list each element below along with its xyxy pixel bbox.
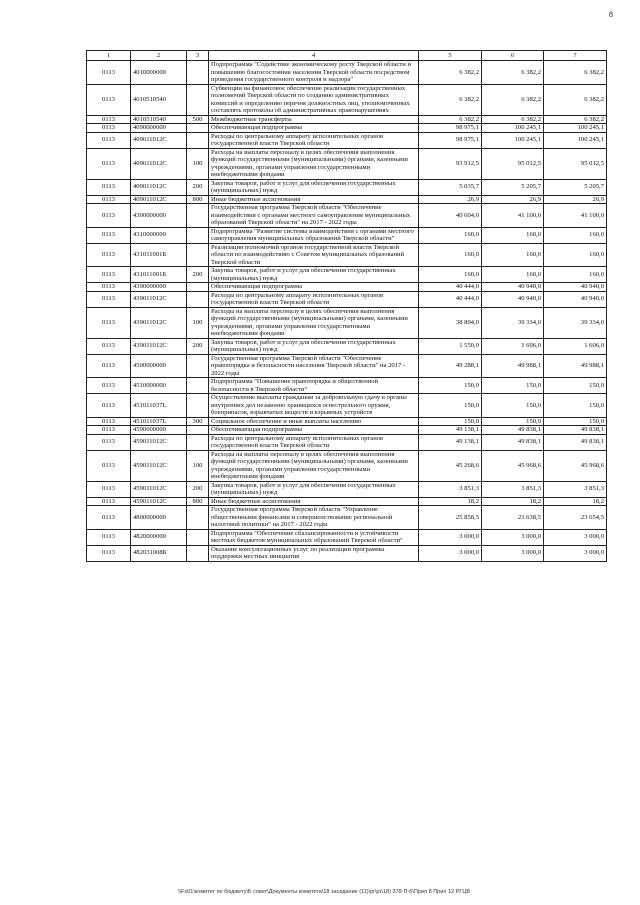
amount-col-7-cell: 49 988,1 [544,354,607,378]
amount-col-5-cell: 6 382,2 [419,61,482,85]
amount-col-6-cell: 3 000,0 [482,545,544,561]
amount-col-6-cell: 40 940,0 [482,291,544,307]
item-name-cell: Расходы по центральному аппарату исполнительных органов государственной власти Тверской области [209,132,419,148]
amount-col-7-cell: 3 851,3 [544,481,607,497]
expense-type-code-cell: 100 [187,148,209,179]
item-name-cell: Государственная программа Тверской области "Обеспечение взаимодействия с органами местного самоуправления муниципальных образований Тверской области" на 2017 - 2022 годы [209,204,419,228]
amount-col-5-cell: 6 382,2 [419,84,482,115]
target-item-code-cell: 4800000000 [131,506,187,530]
expense-type-code-cell [187,506,209,530]
item-name-cell: Подпрограмма "Обеспечение сбалансированности и устойчивости местных бюджетов муниципальных образований Тверской области" [209,529,419,545]
target-item-code-cell: 4390000000 [131,283,187,292]
amount-col-5-cell: 5 035,7 [419,179,482,195]
amount-col-5-cell: 45 268,6 [419,450,482,481]
table-row [87,394,607,418]
target-item-code-cell: 4010000000 [131,61,187,85]
expense-type-code-cell [187,378,209,394]
amount-col-5-cell: 40 444,0 [419,283,482,292]
section-code-cell: 0113 [87,450,131,481]
expense-type-code-cell [187,426,209,435]
amount-col-5-cell: 1 550,0 [419,338,482,354]
expense-type-code-cell [187,545,209,561]
amount-col-6-cell: 26,9 [482,195,544,204]
amount-col-6-cell: 49 988,1 [482,354,544,378]
amount-col-5-cell: 150,0 [419,378,482,394]
item-name-cell: Межбюджетные трансферты [209,115,419,124]
target-item-code-cell: 439011012C [131,307,187,338]
amount-col-6-cell: 3 851,3 [482,481,544,497]
amount-col-7-cell: 150,0 [544,417,607,426]
header-col-4: 4 [209,51,419,61]
amount-col-6-cell: 23 638,5 [482,506,544,530]
amount-col-6-cell: 49 838,1 [482,434,544,450]
amount-col-5-cell: 150,0 [419,417,482,426]
page-marker: 8 [609,10,613,19]
table-row [87,434,607,450]
header-col-7: 7 [544,51,607,61]
item-name-cell: Иные бюджетные ассигнования [209,497,419,506]
amount-col-6-cell: 49 838,1 [482,426,544,435]
section-code-cell: 0113 [87,426,131,435]
section-code-cell: 0113 [87,148,131,179]
amount-col-7-cell: 18,2 [544,497,607,506]
target-item-code-cell: 409011012C [131,195,187,204]
target-item-code-cell: 459011012C [131,481,187,497]
target-item-code-cell: 4010510540 [131,84,187,115]
target-item-code-cell: 459011012C [131,434,187,450]
target-item-code-cell: 4590000000 [131,426,187,435]
amount-col-5-cell: 40 604,0 [419,204,482,228]
header-col-2: 2 [131,51,187,61]
amount-col-5-cell: 93 912,5 [419,148,482,179]
amount-col-7-cell: 45 968,6 [544,450,607,481]
budget-table [86,50,607,562]
amount-col-5-cell: 3 851,3 [419,481,482,497]
table-row [87,243,607,267]
table-row [87,497,607,506]
target-item-code-cell: 4010510540 [131,115,187,124]
amount-col-5-cell: 160,0 [419,267,482,283]
section-code-cell: 0113 [87,115,131,124]
amount-col-5-cell: 98 975,1 [419,124,482,133]
section-code-cell: 0113 [87,227,131,243]
amount-col-6-cell: 150,0 [482,417,544,426]
expense-type-code-cell [187,283,209,292]
amount-col-6-cell: 95 012,5 [482,148,544,179]
table-row [87,148,607,179]
amount-col-7-cell: 41 100,0 [544,204,607,228]
item-name-cell: Расходы по центральному аппарату исполнительных органов государственной власти Тверской области [209,291,419,307]
item-name-cell: Обеспечивающая подпрограмма [209,283,419,292]
item-name-cell: Расходы по центральному аппарату исполнительных органов государственной власти Тверской области [209,434,419,450]
amount-col-7-cell: 95 012,5 [544,148,607,179]
amount-col-5-cell: 160,0 [419,243,482,267]
expense-type-code-cell [187,124,209,133]
header-col-6: 6 [482,51,544,61]
item-name-cell: Социальное обеспечение и иные выплаты населению [209,417,419,426]
table-row [87,506,607,530]
table-row [87,291,607,307]
item-name-cell: Оказание консультационных услуг по реализации программы поддержки местных инициатив [209,545,419,561]
amount-col-7-cell: 23 654,5 [544,506,607,530]
table-row [87,378,607,394]
table-body [87,61,607,562]
amount-col-6-cell: 6 382,2 [482,61,544,85]
table-row [87,124,607,133]
section-code-cell: 0113 [87,179,131,195]
table-row [87,115,607,124]
section-code-cell: 0113 [87,291,131,307]
item-name-cell: Закупка товаров, работ и услуг для обеспечения государственных (муниципальных) нужд [209,179,419,195]
amount-col-7-cell: 39 334,0 [544,307,607,338]
expense-type-code-cell [187,243,209,267]
section-code-cell: 0113 [87,61,131,85]
expense-type-code-cell: 100 [187,450,209,481]
item-name-cell: Иные бюджетные ассигнования [209,195,419,204]
section-code-cell: 0113 [87,481,131,497]
section-code-cell: 0113 [87,132,131,148]
table-row [87,354,607,378]
target-item-code-cell: 4500000000 [131,354,187,378]
amount-col-5-cell: 18,2 [419,497,482,506]
table-row [87,227,607,243]
table-row [87,132,607,148]
amount-col-6-cell: 18,2 [482,497,544,506]
table-row [87,417,607,426]
expense-type-code-cell: 200 [187,267,209,283]
expense-type-code-cell [187,61,209,85]
target-item-code-cell: 4300000000 [131,204,187,228]
expense-type-code-cell: 300 [187,417,209,426]
item-name-cell: Расходы на выплаты персоналу в целях обеспечения выполнения функций государственными (муниципальными) органами, казенными учреждениями, органами управления государственными внебюджетными фондами [209,307,419,338]
section-code-cell: 0113 [87,545,131,561]
amount-col-5-cell: 38 894,0 [419,307,482,338]
target-item-code-cell: 409011012C [131,148,187,179]
amount-col-6-cell: 40 940,0 [482,283,544,292]
amount-col-6-cell: 1 606,0 [482,338,544,354]
amount-col-7-cell: 40 940,0 [544,291,607,307]
table-row [87,426,607,435]
target-item-code-cell: 431011001Б [131,243,187,267]
header-col-5: 5 [419,51,482,61]
amount-col-6-cell: 39 334,0 [482,307,544,338]
amount-col-6-cell: 150,0 [482,378,544,394]
table-row [87,450,607,481]
table-header-row [87,51,607,61]
item-name-cell: Обеспечивающая подпрограмма [209,124,419,133]
target-item-code-cell: 459011012C [131,497,187,506]
section-code-cell: 0113 [87,124,131,133]
amount-col-6-cell: 3 000,0 [482,529,544,545]
amount-col-7-cell: 150,0 [544,394,607,418]
amount-col-6-cell: 100 245,1 [482,124,544,133]
amount-col-7-cell: 3 000,0 [544,529,607,545]
section-code-cell: 0113 [87,506,131,530]
item-name-cell: Расходы на выплаты персоналу в целях обеспечения выполнения функций государственными (муниципальными) органами, казенными учреждениями, органами управления государственными внебюджетными фондами [209,148,419,179]
section-code-cell: 0113 [87,204,131,228]
amount-col-6-cell: 6 382,2 [482,115,544,124]
table-row [87,307,607,338]
target-item-code-cell: 409011012C [131,132,187,148]
table-row [87,545,607,561]
expense-type-code-cell [187,204,209,228]
amount-col-5-cell: 40 444,0 [419,291,482,307]
amount-col-6-cell: 45 968,6 [482,450,544,481]
item-name-cell: Подпрограмма "Повышение правопорядка и общественной безопасности в Тверской области" [209,378,419,394]
amount-col-5-cell: 6 382,2 [419,115,482,124]
section-code-cell: 0113 [87,378,131,394]
section-code-cell: 0113 [87,84,131,115]
table-row [87,481,607,497]
section-code-cell: 0113 [87,394,131,418]
amount-col-7-cell: 150,0 [544,378,607,394]
expense-type-code-cell: 100 [187,307,209,338]
amount-col-5-cell: 26,9 [419,195,482,204]
header-col-1: 1 [87,51,131,61]
target-item-code-cell: 4310000000 [131,227,187,243]
amount-col-6-cell: 100 245,1 [482,132,544,148]
expense-type-code-cell [187,84,209,115]
amount-col-7-cell: 1 606,0 [544,338,607,354]
table-row [87,338,607,354]
section-code-cell: 0113 [87,195,131,204]
item-name-cell: Закупка товаров, работ и услуг для обеспечения государственных (муниципальных) нужд [209,267,419,283]
footer-file-path: \\Fs01\комитет по бюджету\Б совет\Документы комитета\18 заседание (11)\pr\pr\18) 378-П-6\Прил 8 Прил 12 РГЦВ [178,889,471,895]
item-name-cell: Расходы на выплаты персоналу в целях обеспечения выполнения функций государственными (муниципальными) органами, казенными учреждениями, органами управления государственными внебюджетными фондами [209,450,419,481]
amount-col-7-cell: 49 838,1 [544,426,607,435]
target-item-code-cell: 431011001Б [131,267,187,283]
section-code-cell: 0113 [87,417,131,426]
amount-col-7-cell: 160,0 [544,227,607,243]
table-row [87,61,607,85]
amount-col-7-cell: 49 838,1 [544,434,607,450]
amount-col-7-cell: 6 382,2 [544,115,607,124]
amount-col-5-cell: 49 288,1 [419,354,482,378]
amount-col-6-cell: 41 100,0 [482,204,544,228]
amount-col-5-cell: 49 138,1 [419,434,482,450]
item-name-cell: Подпрограмма "Развитие системы взаимодействия с органами местного самоуправления муниципальных образований Тверской области" [209,227,419,243]
table-row [87,204,607,228]
expense-type-code-cell [187,227,209,243]
expense-type-code-cell: 800 [187,497,209,506]
amount-col-5-cell: 49 138,1 [419,426,482,435]
section-code-cell: 0113 [87,434,131,450]
table-row [87,84,607,115]
section-code-cell: 0113 [87,497,131,506]
item-name-cell: Закупка товаров, работ и услуг для обеспечения государственных (муниципальных) нужд [209,481,419,497]
header-col-3: 3 [187,51,209,61]
amount-col-7-cell: 160,0 [544,267,607,283]
amount-col-5-cell: 160,0 [419,227,482,243]
target-item-code-cell: 409011012C [131,179,187,195]
expense-type-code-cell: 500 [187,115,209,124]
section-code-cell: 0113 [87,338,131,354]
table-row [87,283,607,292]
amount-col-5-cell: 25 858,5 [419,506,482,530]
target-item-code-cell: 451011037L [131,417,187,426]
target-item-code-cell: 4510000000 [131,378,187,394]
amount-col-6-cell: 150,0 [482,394,544,418]
amount-col-5-cell: 3 000,0 [419,529,482,545]
table-row [87,195,607,204]
amount-col-5-cell: 150,0 [419,394,482,418]
target-item-code-cell: 4090000000 [131,124,187,133]
expense-type-code-cell [187,434,209,450]
expense-type-code-cell [187,132,209,148]
item-name-cell: Подпрограмма "Содействие экономическому росту Тверской области и повышению благосостояния населения Тверской области посредством проведения государственного контроля и надзора" [209,61,419,85]
item-name-cell: Закупка товаров, работ и услуг для обеспечения государственных (муниципальных) нужд [209,338,419,354]
amount-col-5-cell: 3 000,0 [419,545,482,561]
amount-col-7-cell: 26,9 [544,195,607,204]
section-code-cell: 0113 [87,283,131,292]
target-item-code-cell: 439011012C [131,291,187,307]
item-name-cell: Реализация полномочий органов государственной власти Тверской области по взаимодействию с Советом муниципальных образований Тверской области [209,243,419,267]
amount-col-7-cell: 160,0 [544,243,607,267]
section-code-cell: 0113 [87,307,131,338]
amount-col-5-cell: 98 975,1 [419,132,482,148]
section-code-cell: 0113 [87,243,131,267]
expense-type-code-cell [187,291,209,307]
section-code-cell: 0113 [87,529,131,545]
target-item-code-cell: 4820000000 [131,529,187,545]
item-name-cell: Государственная программа Тверской области "Обеспечение правопорядка и безопасности населения Тверской области" на 2017 - 2022 годы [209,354,419,378]
amount-col-7-cell: 40 940,0 [544,283,607,292]
table-row [87,267,607,283]
expense-type-code-cell: 200 [187,338,209,354]
amount-col-6-cell: 6 382,2 [482,84,544,115]
table-row [87,179,607,195]
amount-col-6-cell: 160,0 [482,243,544,267]
amount-col-7-cell: 6 382,2 [544,61,607,85]
item-name-cell: Обеспечивающая подпрограмма [209,426,419,435]
amount-col-7-cell: 5 205,7 [544,179,607,195]
section-code-cell: 0113 [87,267,131,283]
amount-col-7-cell: 3 000,0 [544,545,607,561]
item-name-cell: Государственная программа Тверской области "Управление общественными финансами и совершенствование региональной налоговой политики" на 2017 - 2022 годы [209,506,419,530]
table-row [87,529,607,545]
expense-type-code-cell [187,354,209,378]
section-code-cell: 0113 [87,354,131,378]
amount-col-7-cell: 6 382,2 [544,84,607,115]
amount-col-7-cell: 100 245,1 [544,132,607,148]
expense-type-code-cell: 800 [187,195,209,204]
item-name-cell: Субвенции на финансовое обеспечение реализации государственных полномочий Тверской области по созданию административных комиссий и определению перечня должностных лиц, уполномоченных составлять протоколы об административных правонарушениях [209,84,419,115]
target-item-code-cell: 451011037L [131,394,187,418]
amount-col-6-cell: 160,0 [482,227,544,243]
amount-col-6-cell: 160,0 [482,267,544,283]
target-item-code-cell: 482031008Б [131,545,187,561]
expense-type-code-cell: 200 [187,481,209,497]
target-item-code-cell: 439011012C [131,338,187,354]
expense-type-code-cell [187,529,209,545]
expense-type-code-cell: 200 [187,179,209,195]
amount-col-6-cell: 5 205,7 [482,179,544,195]
amount-col-7-cell: 100 245,1 [544,124,607,133]
expense-type-code-cell [187,394,209,418]
target-item-code-cell: 459011012C [131,450,187,481]
item-name-cell: Осуществление выплаты гражданам за добровольную сдачу в органы внутренних дел незаконно хранящихся огнестрельного оружия, боеприпасов, взрывчатых веществ и взрывных устройств [209,394,419,418]
